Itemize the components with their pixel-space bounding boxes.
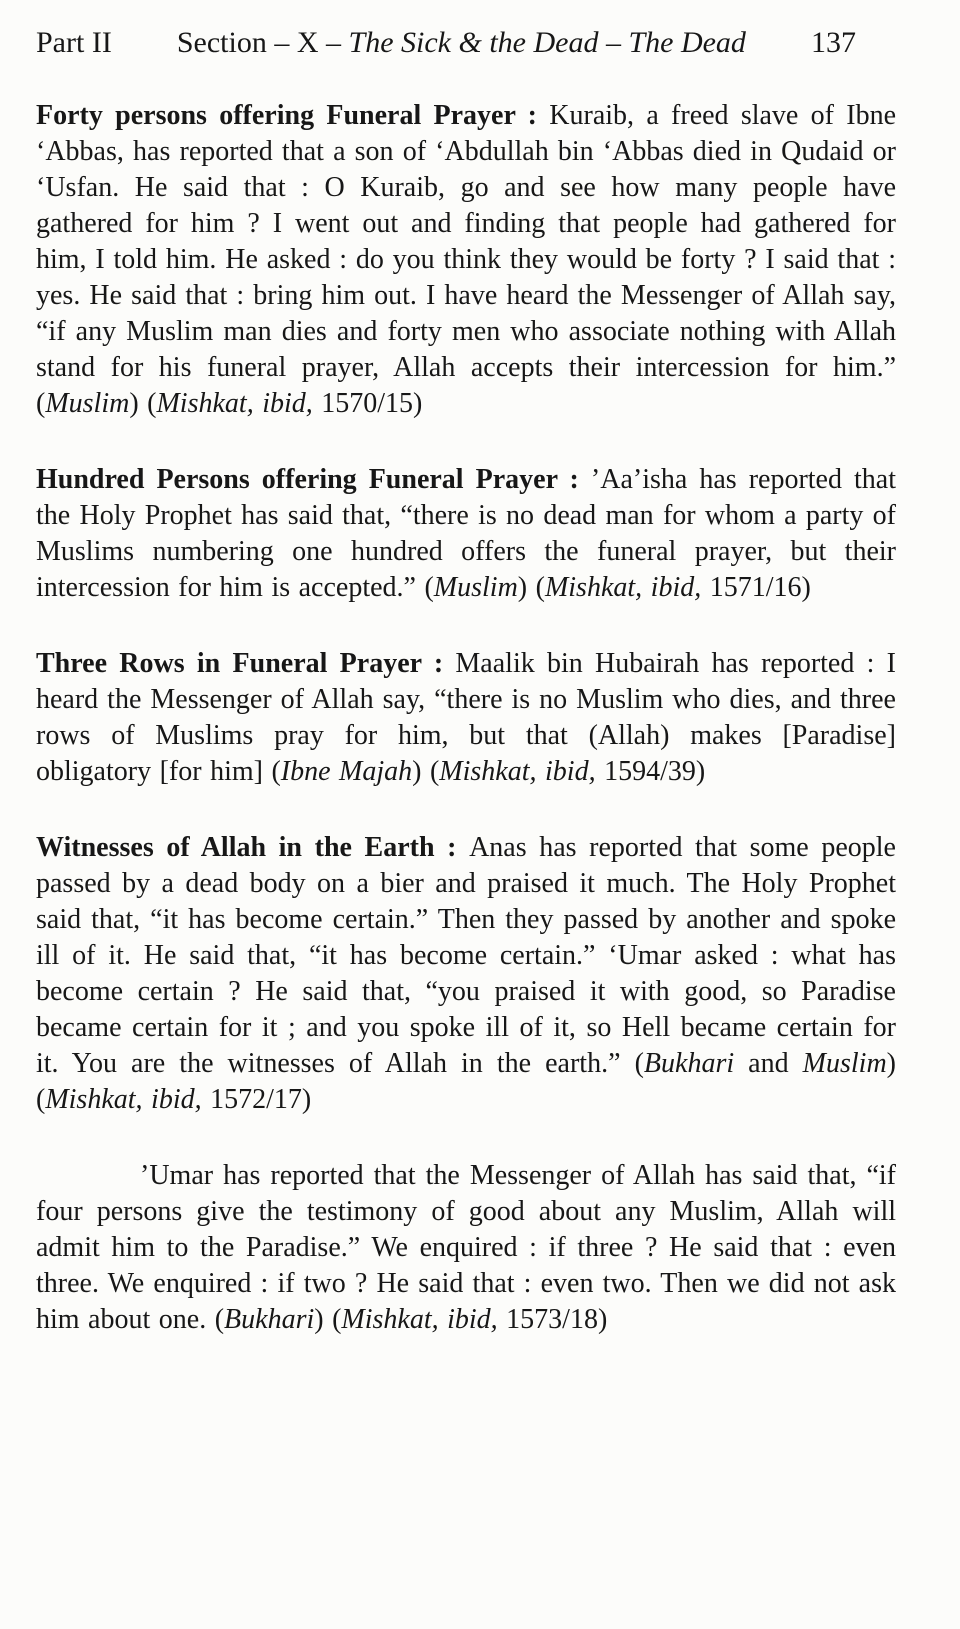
paragraph-text: ) ( <box>412 756 440 787</box>
paragraph-text: 1572/17) <box>201 1084 312 1115</box>
section-title: The Sick & the Dead – The Dead <box>348 26 746 59</box>
paragraph-hundred-persons <box>36 462 896 606</box>
paragraph-text: 1594/39) <box>595 756 706 787</box>
page-number: 137 <box>811 26 856 59</box>
paragraph-text: Kuraib, a freed slave of Ibne ‘Abbas, has reported that a son of ‘Abdullah bin ‘Abbas died in Qudaid or ‘Usfan. He said that : O Kuraib, go and see how many people have gathered for him ? I went out and finding that people had gathered for him, I told him. He asked : do you think they would be forty ? I said that : yes. He said that : bring him out. I have heard the Messenger of Allah say, “if any Muslim man dies and forty men who associate nothing with Allah stand for his funeral prayer, Allah accepts their intercession for him.” ( <box>36 100 897 419</box>
paragraph-heading: Forty persons offering Funeral Prayer : <box>36 100 550 131</box>
source-citation: Mishkat, ibid, <box>45 1084 202 1115</box>
source-citation: Mishkat, ibid, <box>156 388 313 419</box>
source-citation: Muslim <box>433 572 518 603</box>
source-citation: Ibne Majah <box>280 756 413 787</box>
source-citation: Mishkat, ibid, <box>544 572 702 603</box>
paragraph-three-rows <box>36 646 896 790</box>
paragraph-text: Anas has reported that some people passed by a dead body on a bier and praised it much. The Holy Prophet said that, “it has become certain.” Then they passed by another and spoke ill of it. He said that, “it has become certain.” ‘Umar asked : what has become certain ? He said that, “you praised it with good, so Paradise became certain for it ; and you spoke ill of it, so Hell became certain for it. You are the witnesses of Allah in the earth.” ( <box>36 832 896 1079</box>
paragraph-text: 1573/18) <box>497 1304 608 1335</box>
part-label: Part II <box>36 26 112 59</box>
source-citation: Mishkat, ibid, <box>341 1304 498 1335</box>
paragraph-text: ) ( <box>517 572 545 603</box>
paragraph-text: ’Umar has reported that the Messenger of Allah has said that, “if four persons give the testimony of good about any Muslim, Allah will admit him to the Paradise.” We enquired : if three ? He said that : even three. We enquired : if two ? He said that : even two. Then we did not ask him about one. ( <box>36 1160 896 1335</box>
section-prefix: Section – X – <box>176 26 349 59</box>
paragraph-text: ’Aa’isha has reported that the Holy Prophet has said that, “there is no dead man for whom a party of Muslims numbering one hundred offers the funeral prayer, but their intercession for him is accepted.” ( <box>36 464 897 603</box>
paragraph-forty-persons <box>36 98 896 422</box>
paragraph-heading: Witnesses of Allah in the Earth : <box>36 832 470 863</box>
paragraph-text: ) ( <box>36 1048 896 1115</box>
paragraph-heading: Three Rows in Funeral Prayer : <box>36 648 456 679</box>
paragraph-text: 1570/15) <box>312 388 423 419</box>
paragraph-text: and <box>734 1048 803 1079</box>
source-citation: Bukhari <box>224 1304 315 1335</box>
source-citation: Muslim <box>802 1048 887 1079</box>
paragraph-heading: Hundred Persons offering Funeral Prayer : <box>36 464 591 495</box>
section-heading <box>112 26 811 60</box>
paragraph-text: Maalik bin Hubairah has reported : I heard the Messenger of Allah say, “there is no Muslim who dies, and three rows of Muslims pray for him, but that (Allah) makes [Paradise] obligatory [for him] ( <box>36 648 896 787</box>
source-citation: Mishkat, ibid, <box>439 756 596 787</box>
page-header <box>36 26 896 60</box>
paragraph-text: 1571/16) <box>701 572 811 603</box>
paragraph-umar-four-persons <box>36 1158 896 1338</box>
paragraph-text: ) ( <box>129 388 157 419</box>
source-citation: Bukhari <box>643 1048 735 1079</box>
paragraph-text: ) ( <box>314 1304 342 1335</box>
source-citation: Muslim <box>45 388 130 419</box>
paragraph-witnesses-of-allah <box>36 830 896 1118</box>
